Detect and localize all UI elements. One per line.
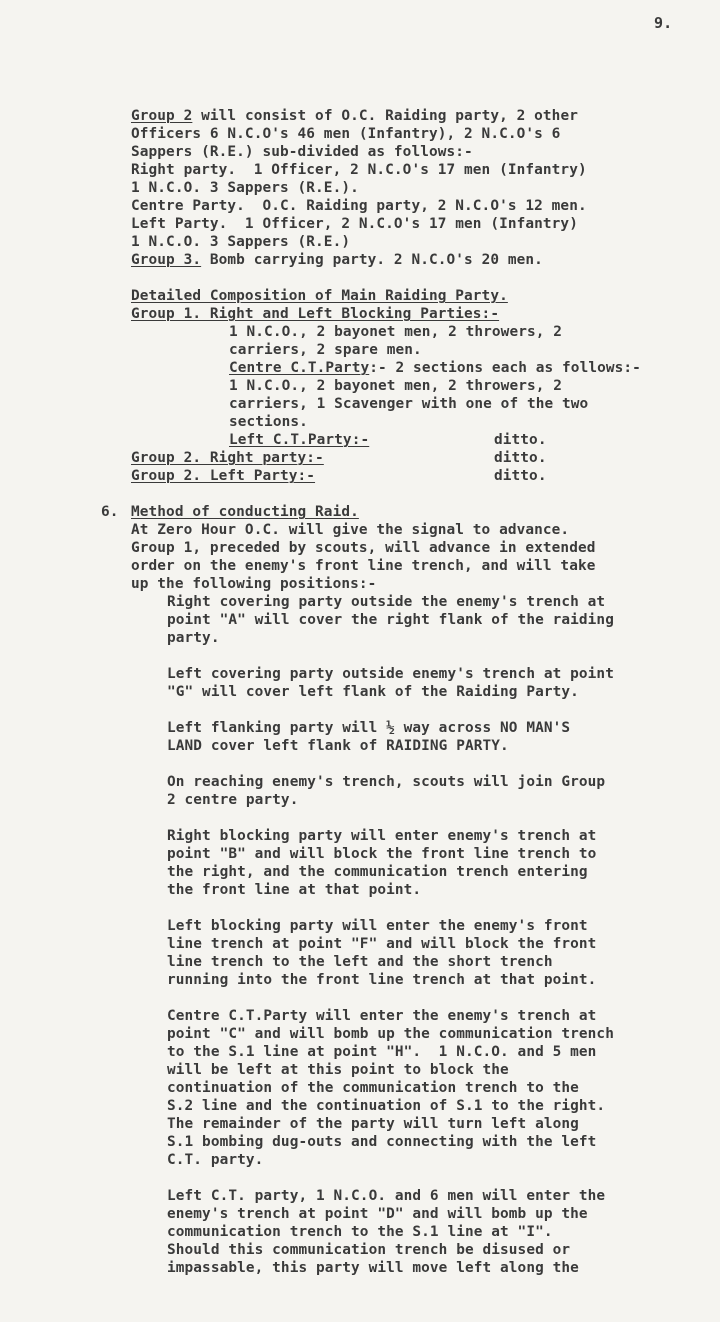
method-p6-line-2: point "B" and will block the front line trench to xyxy=(167,846,597,862)
group-2-line-2: Officers 6 N.C.O's 46 men (Infantry), 2 N.C.O's 6 xyxy=(131,126,561,142)
method-p8-line-3: to the S.1 line at point "H". 1 N.C.O. and 5 men xyxy=(167,1044,597,1060)
group-2-line-5: 1 N.C.O. 3 Sappers (R.E.). xyxy=(131,180,359,196)
method-p7-line-1: Left blocking party will enter the enemy's front xyxy=(167,918,588,934)
method-p8-line-4: will be left at this point to block the xyxy=(167,1062,509,1078)
centre-ct-party-text: :- 2 sections each as follows:- xyxy=(369,360,641,376)
method-p9-line-5: impassable, this party will move left along the xyxy=(167,1260,579,1276)
group-2-line-7: Left Party. 1 Officer, 2 N.C.O's 17 men (Infantry) xyxy=(131,216,578,232)
group-2-right-party-label: Group 2. Right party:- xyxy=(131,450,324,466)
method-p6-line-3: the right, and the communication trench entering xyxy=(167,864,588,880)
centre-ct-party-line xyxy=(229,359,641,377)
method-p1-line-1: At Zero Hour O.C. will give the signal to advance. xyxy=(131,522,570,538)
group-2-left-party-label: Group 2. Left Party:- xyxy=(131,468,316,484)
method-p2-line-3: party. xyxy=(167,630,220,646)
method-p8-line-6: S.2 line and the continuation of S.1 to the right. xyxy=(167,1098,606,1114)
method-p6-line-4: the front line at that point. xyxy=(167,882,422,898)
method-p4-line-1: Left flanking party will ½ way across NO MAN'S xyxy=(167,720,571,736)
method-p8-line-9: C.T. party. xyxy=(167,1152,264,1168)
detailed-composition-heading: Detailed Composition of Main Raiding Party. xyxy=(131,288,508,304)
method-p1-line-4: up the following positions:- xyxy=(131,576,377,592)
ditto-right-party: ditto. xyxy=(494,450,547,466)
method-p6-line-1: Right blocking party will enter enemy's trench at xyxy=(167,828,597,844)
group-3-line xyxy=(131,251,543,269)
group-1-line-2: carriers, 2 spare men. xyxy=(229,342,422,358)
group-2-line-4: Right party. 1 Officer, 2 N.C.O's 17 men (Infantry) xyxy=(131,162,587,178)
method-p1-line-2: Group 1, preceded by scouts, will advance in extended xyxy=(131,540,596,556)
method-p8-line-2: point "C" and will bomb up the communication trench xyxy=(167,1026,614,1042)
group-1-label: Group 1. Right and Left Blocking Parties:- xyxy=(131,306,500,322)
centre-line-1: 1 N.C.O., 2 bayonet men, 2 throwers, 2 xyxy=(229,378,563,394)
method-p5-line-1: On reaching enemy's trench, scouts will join Group xyxy=(167,774,606,790)
centre-line-2: carriers, 1 Scavenger with one of the two xyxy=(229,396,589,412)
method-p8-line-7: The remainder of the party will turn left along xyxy=(167,1116,579,1132)
group-3-label: Group 3. xyxy=(131,252,202,268)
method-p7-line-3: line trench to the left and the short trench xyxy=(167,954,553,970)
method-p8-line-5: continuation of the communication trench to the xyxy=(167,1080,579,1096)
group-2-line-6: Centre Party. O.C. Raiding party, 2 N.C.O's 12 men. xyxy=(131,198,587,214)
page-number: 9. xyxy=(654,14,673,32)
group-2-line-8: 1 N.C.O. 3 Sappers (R.E.) xyxy=(131,234,351,250)
group-2-text: will consist of O.C. Raiding party, 2 other xyxy=(192,108,578,124)
group-2-line-1 xyxy=(131,107,578,125)
ditto-left-party: ditto. xyxy=(494,468,547,484)
group-2-label: Group 2 xyxy=(131,108,193,124)
ditto-left-ct: ditto. xyxy=(494,432,547,448)
group-3-text: Bomb carrying party. 2 N.C.O's 20 men. xyxy=(201,252,543,268)
group-2-line-3: Sappers (R.E.) sub-divided as follows:- xyxy=(131,144,473,160)
method-p9-line-4: Should this communication trench be disused or xyxy=(167,1242,571,1258)
method-p3-line-2: "G" will cover left flank of the Raiding Party. xyxy=(167,684,579,700)
left-ct-party-label: Left C.T.Party:- xyxy=(229,432,370,448)
method-p8-line-8: S.1 bombing dug-outs and connecting with the left xyxy=(167,1134,597,1150)
method-p4-line-2: LAND cover left flank of RAIDING PARTY. xyxy=(167,738,509,754)
method-p9-line-3: communication trench to the S.1 line at "I". xyxy=(167,1224,553,1240)
method-p5-line-2: 2 centre party. xyxy=(167,792,299,808)
method-p9-line-1: Left C.T. party, 1 N.C.O. and 6 men will enter the xyxy=(167,1188,606,1204)
centre-ct-party-label: Centre C.T.Party xyxy=(229,360,370,376)
method-p9-line-2: enemy's trench at point "D" and will bomb up the xyxy=(167,1206,588,1222)
method-heading: Method of conducting Raid. xyxy=(131,504,359,520)
method-p3-line-1: Left covering party outside enemy's trench at point xyxy=(167,666,614,682)
group-1-line-1: 1 N.C.O., 2 bayonet men, 2 throwers, 2 xyxy=(229,324,563,340)
centre-line-3: sections. xyxy=(229,414,308,430)
method-p1-line-3: order on the enemy's front line trench, and will take xyxy=(131,558,596,574)
method-p8-line-1: Centre C.T.Party will enter the enemy's trench at xyxy=(167,1008,597,1024)
method-p2-line-1: Right covering party outside the enemy's trench at xyxy=(167,594,606,610)
method-p7-line-4: running into the front line trench at that point. xyxy=(167,972,597,988)
method-p2-line-2: point "A" will cover the right flank of the raiding xyxy=(167,612,614,628)
section-number: 6. xyxy=(101,504,119,520)
method-p7-line-2: line trench at point "F" and will block the front xyxy=(167,936,597,952)
